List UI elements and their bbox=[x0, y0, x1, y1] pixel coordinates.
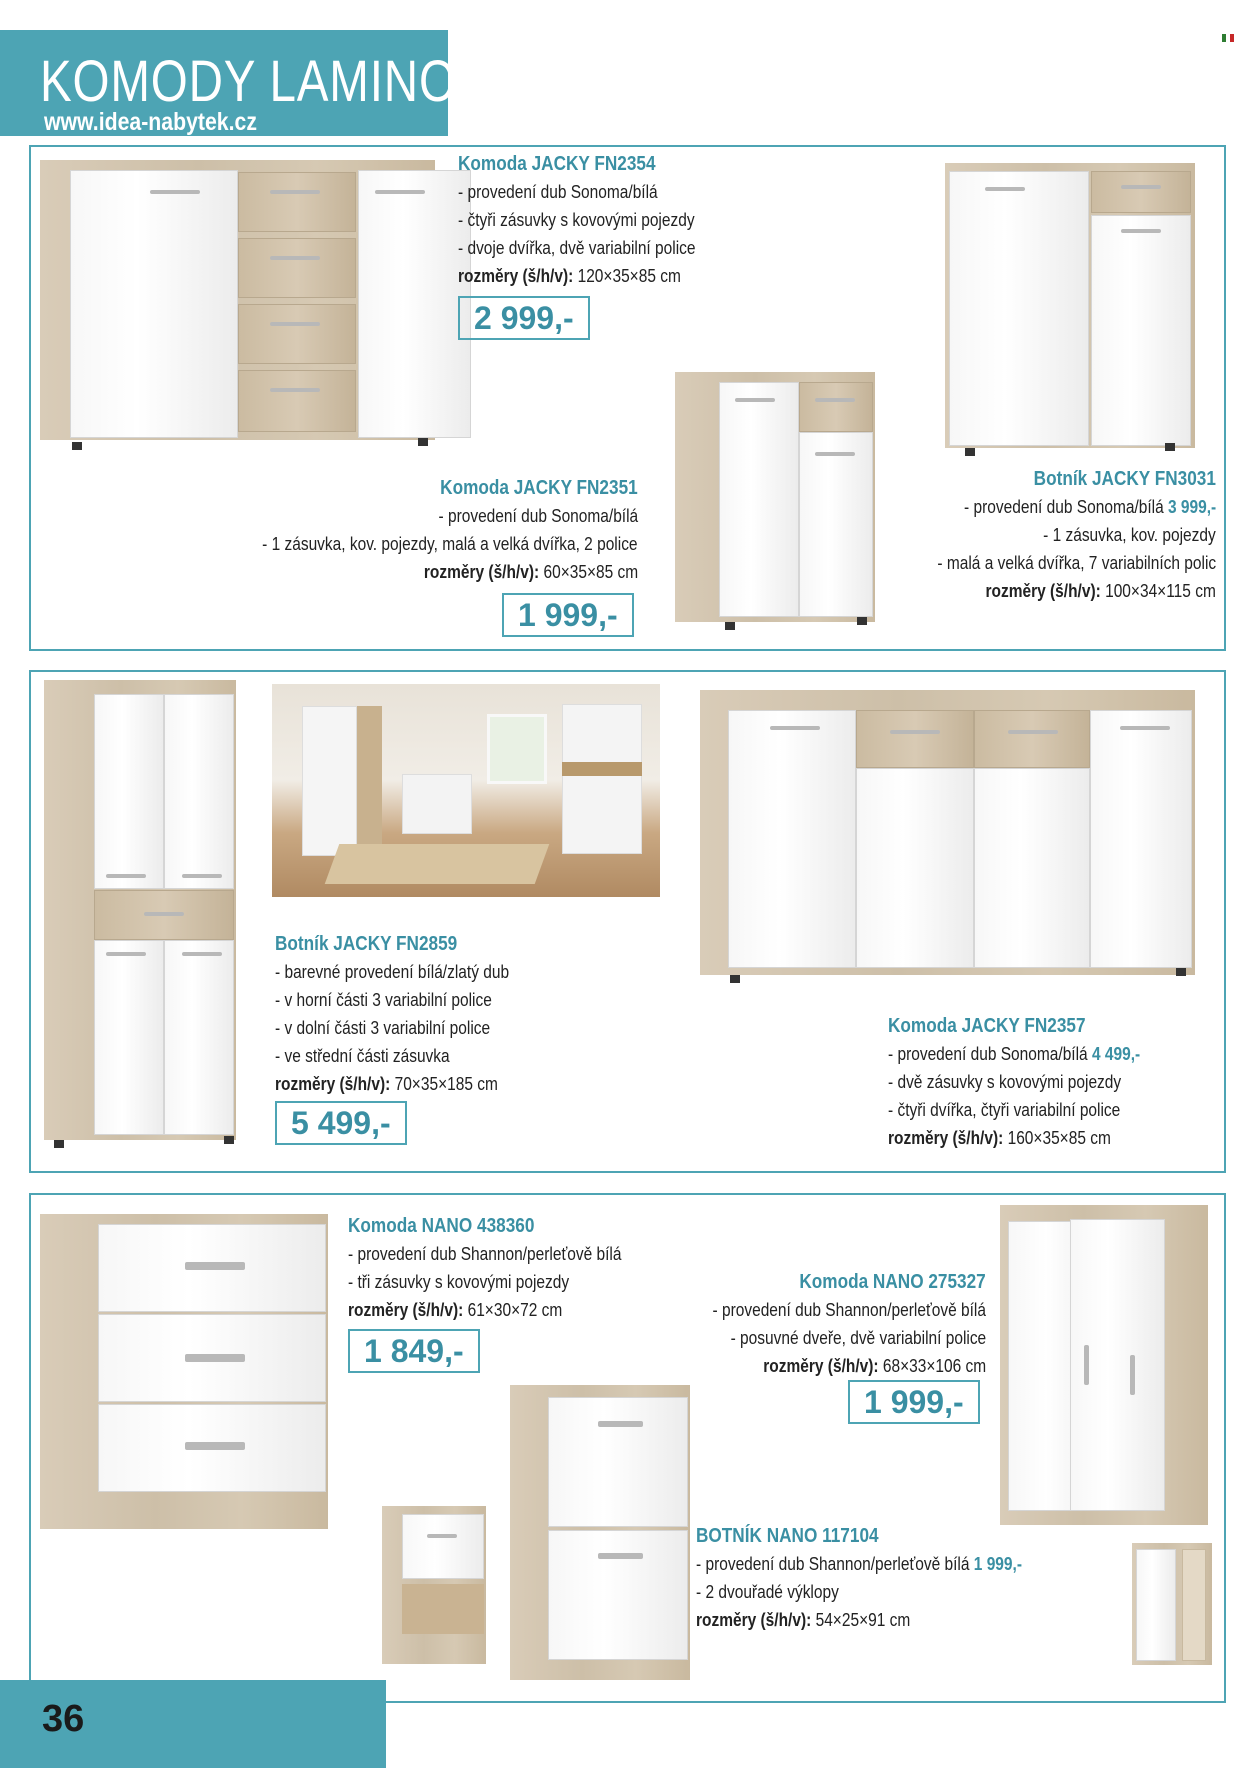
product-feature: - v horní části 3 variabilní police bbox=[275, 990, 492, 1010]
product-feature: - provedení dub Shannon/perleťově bílá bbox=[348, 1244, 622, 1264]
product-name: Komoda NANO 438360 bbox=[348, 1215, 535, 1237]
product-feature: - posuvné dveře, dvě variabilní police bbox=[730, 1328, 986, 1348]
product-feature: - ve střední části zásuvka bbox=[275, 1046, 450, 1066]
dims-value: 60×35×85 cm bbox=[543, 562, 638, 582]
flag-icon bbox=[1222, 34, 1234, 42]
product-feature: - dvě zásuvky s kovovými pojezdy bbox=[888, 1072, 1122, 1092]
dims-label: rozměry (š/h/v): bbox=[985, 581, 1101, 601]
page-number: 36 bbox=[42, 1698, 85, 1740]
product-fn2357 bbox=[888, 1012, 1181, 1152]
product-feature: - malá a velká dvířka, 7 variabilních polic bbox=[937, 553, 1216, 573]
dims-value: 61×30×72 cm bbox=[467, 1300, 563, 1320]
fn3031-image bbox=[945, 163, 1195, 455]
product-feature: - provedení dub Shannon/perleťově bílá bbox=[696, 1554, 970, 1574]
product-feature: - provedení dub Sonoma/bílá bbox=[458, 182, 658, 202]
product-feature: - čtyři dvířka, čtyři variabilní police bbox=[888, 1100, 1121, 1120]
nano275327-image bbox=[1000, 1205, 1208, 1530]
product-fn2351 bbox=[201, 474, 638, 586]
price-fn2354: 2 999,- bbox=[458, 296, 590, 340]
dims-label: rozměry (š/h/v): bbox=[275, 1074, 391, 1094]
dims-label: rozměry (š/h/v): bbox=[888, 1128, 1004, 1148]
inline-price: 3 999,- bbox=[1167, 497, 1216, 517]
fn2351-image bbox=[675, 372, 875, 630]
product-name: BOTNÍK NANO 117104 bbox=[696, 1525, 879, 1547]
dims-value: 70×35×185 cm bbox=[394, 1074, 498, 1094]
dims-value: 54×25×91 cm bbox=[815, 1610, 911, 1630]
dims-value: 120×35×85 cm bbox=[577, 266, 681, 286]
fn2859-image bbox=[44, 680, 236, 1150]
product-feature: - provedení dub Sonoma/bílá bbox=[963, 497, 1164, 517]
inline-price: 1 999,- bbox=[973, 1554, 1022, 1574]
room-photo bbox=[272, 684, 660, 897]
product-fn2354 bbox=[458, 150, 734, 290]
product-feature: - provedení dub Shannon/perleťově bílá bbox=[712, 1300, 986, 1320]
nano117104-image bbox=[510, 1385, 690, 1685]
fn2354-image bbox=[40, 160, 435, 450]
nano438360-image bbox=[40, 1214, 328, 1534]
dims-label: rozměry (š/h/v): bbox=[763, 1356, 879, 1376]
product-feature: - 1 zásuvka, kov. pojezdy, malá a velká dvířka, 2 police bbox=[262, 534, 638, 554]
price-nano438360: 1 849,- bbox=[348, 1329, 480, 1373]
nano275327-open-image bbox=[1132, 1543, 1212, 1668]
product-fn2859 bbox=[275, 930, 547, 1098]
dims-value: 68×33×106 cm bbox=[882, 1356, 986, 1376]
product-feature: - provedení dub Sonoma/bílá bbox=[438, 506, 638, 526]
nano117104-open-image bbox=[382, 1506, 486, 1666]
product-feature: - 1 zásuvka, kov. pojezdy bbox=[1043, 525, 1216, 545]
product-feature: - barevné provedení bílá/zlatý dub bbox=[275, 962, 510, 982]
product-name: Komoda JACKY FN2357 bbox=[888, 1015, 1086, 1037]
product-feature: - 2 dvouřadé výklopy bbox=[696, 1582, 839, 1602]
product-feature: - dvoje dvířka, dvě variabilní police bbox=[458, 238, 696, 258]
website-link[interactable]: www.idea-nabytek.cz bbox=[44, 108, 257, 136]
product-feature: - tři zásuvky s kovovými pojezdy bbox=[348, 1272, 570, 1292]
product-feature: - čtyři zásuvky s kovovými pojezdy bbox=[458, 210, 695, 230]
product-name: Komoda JACKY FN2354 bbox=[458, 153, 656, 175]
dims-label: rozměry (š/h/v): bbox=[423, 562, 540, 582]
product-nano117104 bbox=[696, 1522, 1075, 1634]
dims-label: rozměry (š/h/v): bbox=[348, 1300, 464, 1320]
product-name: Komoda NANO 275327 bbox=[799, 1271, 986, 1293]
price-fn2859: 5 499,- bbox=[275, 1101, 407, 1145]
inline-price: 4 499,- bbox=[1091, 1044, 1141, 1064]
fn2357-image bbox=[700, 690, 1195, 985]
product-nano438360 bbox=[348, 1212, 666, 1324]
product-name: Botník JACKY FN3031 bbox=[1033, 468, 1216, 490]
price-nano275327: 1 999,- bbox=[848, 1380, 980, 1424]
dims-label: rozměry (š/h/v): bbox=[696, 1610, 812, 1630]
product-nano275327 bbox=[668, 1268, 986, 1380]
product-name: Komoda JACKY FN2351 bbox=[440, 477, 638, 499]
dims-label: rozměry (š/h/v): bbox=[458, 266, 574, 286]
product-feature: - provedení dub Sonoma/bílá bbox=[888, 1044, 1088, 1064]
product-fn3031 bbox=[892, 465, 1216, 605]
page-title: KOMODY LAMINO bbox=[40, 49, 457, 114]
product-feature: - v dolní části 3 variabilní police bbox=[275, 1018, 491, 1038]
dims-value: 160×35×85 cm bbox=[1007, 1128, 1111, 1148]
price-fn2351: 1 999,- bbox=[502, 593, 634, 637]
dims-value: 100×34×115 cm bbox=[1105, 581, 1216, 601]
product-name: Botník JACKY FN2859 bbox=[275, 933, 458, 955]
